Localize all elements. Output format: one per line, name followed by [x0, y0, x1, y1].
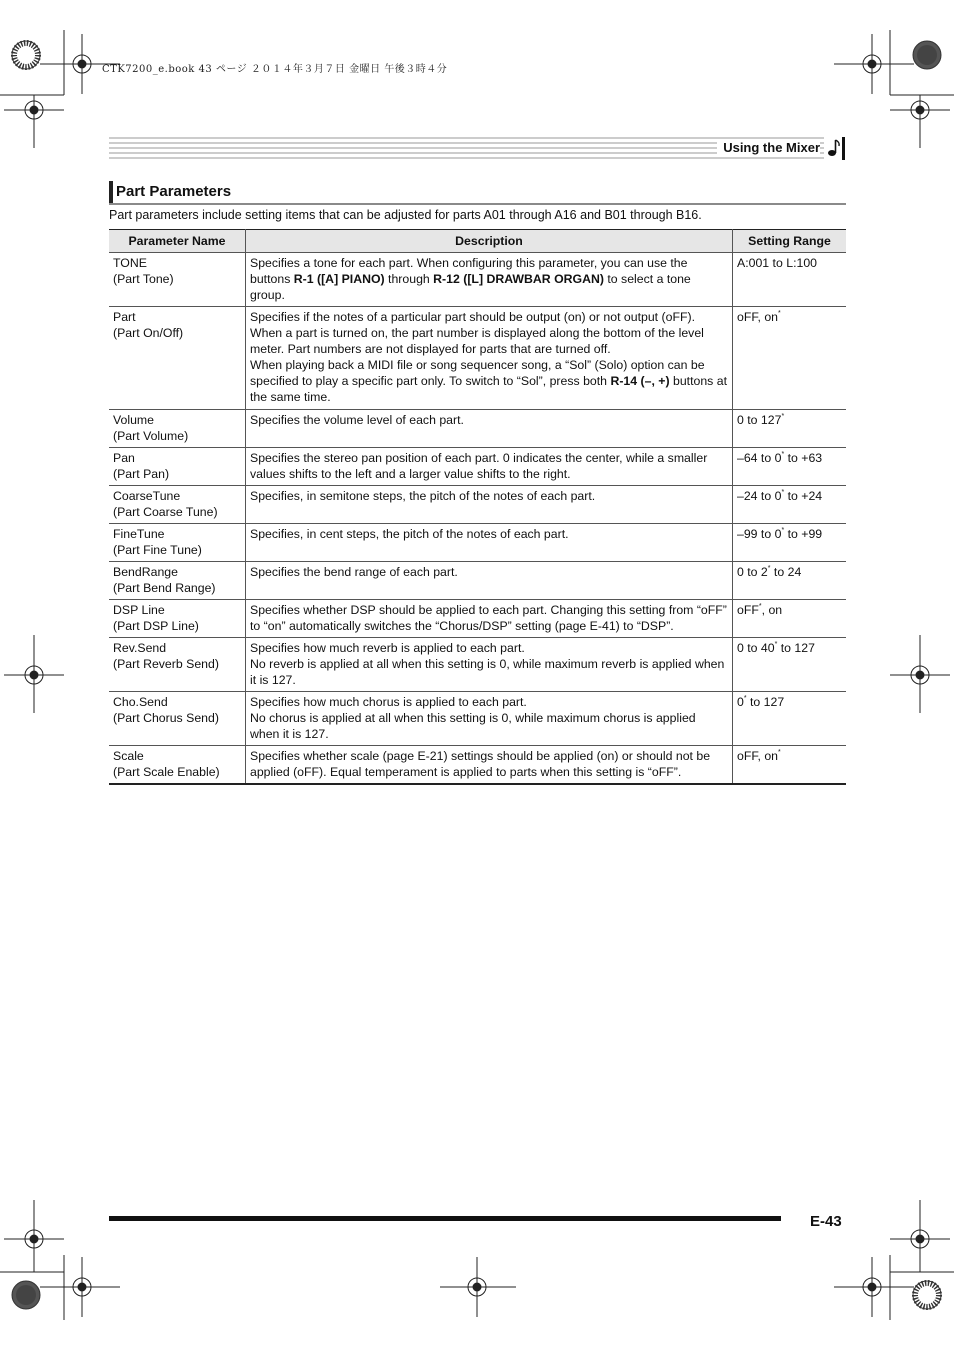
table-row [109, 410, 846, 448]
param-name: Pan [113, 451, 135, 465]
header-setting-range: Setting Range [733, 230, 847, 253]
default-mark: * [781, 527, 785, 534]
desc-text: No reverb is applied at all when this setting is 0, while maximum reverb is applied when it is 127. [250, 657, 725, 687]
param-full-name: (Part DSP Line) [113, 619, 199, 633]
desc-text: Specifies how much chorus is applied to each part. [250, 695, 527, 709]
param-full-name: (Part Tone) [113, 272, 174, 286]
param-name: Volume [113, 413, 155, 427]
default-mark: * [781, 413, 785, 420]
param-range: 0* to 127 [733, 692, 847, 746]
param-name-cell [109, 600, 246, 638]
default-mark: * [778, 749, 781, 756]
desc-text: Specifies how much reverb is applied to each part. [250, 641, 525, 655]
default-mark: * [758, 603, 762, 610]
desc-text: Specifies if the notes of a particular part should be output (on) or not output (oFF). When a part is turned on, the part number is displayed along the bottom of the level meter. Part numbers are not displayed for parts that are turned off. [250, 310, 704, 356]
param-name-cell [109, 307, 246, 410]
default-mark: * [743, 695, 747, 702]
default-mark: * [781, 451, 785, 458]
section-intro: Part parameters include setting items that can be adjusted for parts A01 through A16 and B01 through B16. [109, 208, 702, 222]
param-full-name: (Part Fine Tune) [113, 543, 202, 557]
default-mark: * [778, 310, 781, 317]
default-mark: * [774, 641, 778, 648]
param-description: Specifies the bend range of each part. [246, 562, 733, 600]
table-row [109, 600, 846, 638]
param-range: 0 to 127* [733, 410, 847, 448]
table-row [109, 253, 846, 307]
param-name-cell [109, 524, 246, 562]
param-full-name: (Part Chorus Send) [113, 711, 219, 725]
table-row [109, 746, 846, 785]
default-mark: * [781, 489, 785, 496]
desc-text: No chorus is applied at all when this setting is 0, while maximum chorus is applied when it is 127. [250, 711, 696, 741]
param-name-cell [109, 448, 246, 486]
table-row [109, 524, 846, 562]
header-description: Description [246, 230, 733, 253]
param-name-cell [109, 410, 246, 448]
param-range: 0 to 40* to 127 [733, 638, 847, 692]
button-ref: R-12 ([L] DRAWBAR ORGAN) [433, 272, 604, 286]
page-number: E-43 [810, 1213, 842, 1230]
param-name: DSP Line [113, 603, 165, 617]
param-name-cell [109, 638, 246, 692]
running-header-title: Using the Mixer [717, 140, 820, 155]
param-name: Part [113, 310, 136, 324]
section-title: Part Parameters [116, 183, 232, 200]
param-description: Specifies the stereo pan position of each part. 0 indicates the center, while a smaller values shifts to the left and a larger value shifts to the right. [246, 448, 733, 486]
param-description [246, 307, 733, 410]
table-row [109, 638, 846, 692]
param-description: Specifies, in cent steps, the pitch of the notes of each part. [246, 524, 733, 562]
table-header-row [109, 230, 846, 253]
param-name: Scale [113, 749, 144, 763]
param-range: oFF, on* [733, 307, 847, 410]
param-description [246, 253, 733, 307]
table-row [109, 562, 846, 600]
music-note-icon [824, 137, 846, 160]
param-name-cell [109, 562, 246, 600]
param-description: Specifies the volume level of each part. [246, 410, 733, 448]
param-full-name: (Part Pan) [113, 467, 170, 481]
param-range: A:001 to L:100 [733, 253, 847, 307]
param-name: Rev.Send [113, 641, 167, 655]
param-description: Specifies whether DSP should be applied to each part. Changing this setting from “oFF” to “on” automatically switches the “Chorus/DSP” setting (page E-41) to “DSP”. [246, 600, 733, 638]
param-name: CoarseTune [113, 489, 181, 503]
param-range: oFF, on* [733, 746, 847, 785]
footer-rule [109, 1216, 781, 1221]
param-range: –24 to 0* to +24 [733, 486, 847, 524]
param-name-cell [109, 692, 246, 746]
table-row [109, 692, 846, 746]
param-range: oFF*, on [733, 600, 847, 638]
desc-text: through [384, 272, 434, 286]
param-description: Specifies, in semitone steps, the pitch of the notes of each part. [246, 486, 733, 524]
button-ref: R-1 ([A] PIANO) [293, 272, 385, 286]
param-description [246, 638, 733, 692]
param-full-name: (Part Coarse Tune) [113, 505, 218, 519]
param-description: Specifies whether scale (page E-21) settings should be applied (on) or should not be applied (oFF). Equal temperament is applied to parts when this setting is “oFF”. [246, 746, 733, 785]
param-full-name: (Part Bend Range) [113, 581, 216, 595]
table-row [109, 307, 846, 410]
param-full-name: (Part On/Off) [113, 326, 184, 340]
table-row [109, 486, 846, 524]
param-full-name: (Part Reverb Send) [113, 657, 219, 671]
button-ref: R-14 (–, +) [610, 374, 670, 388]
param-name-cell [109, 253, 246, 307]
param-full-name: (Part Volume) [113, 429, 189, 443]
param-name: FineTune [113, 527, 165, 541]
desc-text: to select a tone group. [250, 272, 691, 302]
running-header [109, 137, 846, 160]
header-parameter-name: Parameter Name [109, 230, 246, 253]
param-full-name: (Part Scale Enable) [113, 765, 220, 779]
desc-text: buttons at the same time. [250, 374, 727, 404]
print-header: CTK7200_e.book 43 ページ ２０１４年３月７日 金曜日 午後３時４分 [102, 64, 448, 75]
section-rule [109, 203, 846, 205]
section-heading [109, 181, 846, 205]
param-name: TONE [113, 256, 147, 270]
param-name: BendRange [113, 565, 178, 579]
section-bar [109, 181, 113, 204]
param-range: –99 to 0* to +99 [733, 524, 847, 562]
desc-text: Specifies a tone for each part. When configuring this parameter, you can use the buttons [250, 256, 688, 286]
param-name-cell [109, 746, 246, 785]
param-name: Cho.Send [113, 695, 168, 709]
desc-text: When playing back a MIDI file or song sequencer song, a “Sol” (Solo) option can be specified to play a specific part only. To switch to “Sol”, press both [250, 358, 705, 388]
default-mark: * [767, 565, 771, 572]
param-range: –64 to 0* to +63 [733, 448, 847, 486]
param-description [246, 692, 733, 746]
param-name-cell [109, 486, 246, 524]
table-row [109, 448, 846, 486]
parameter-table [109, 229, 846, 785]
param-range: 0 to 2* to 24 [733, 562, 847, 600]
